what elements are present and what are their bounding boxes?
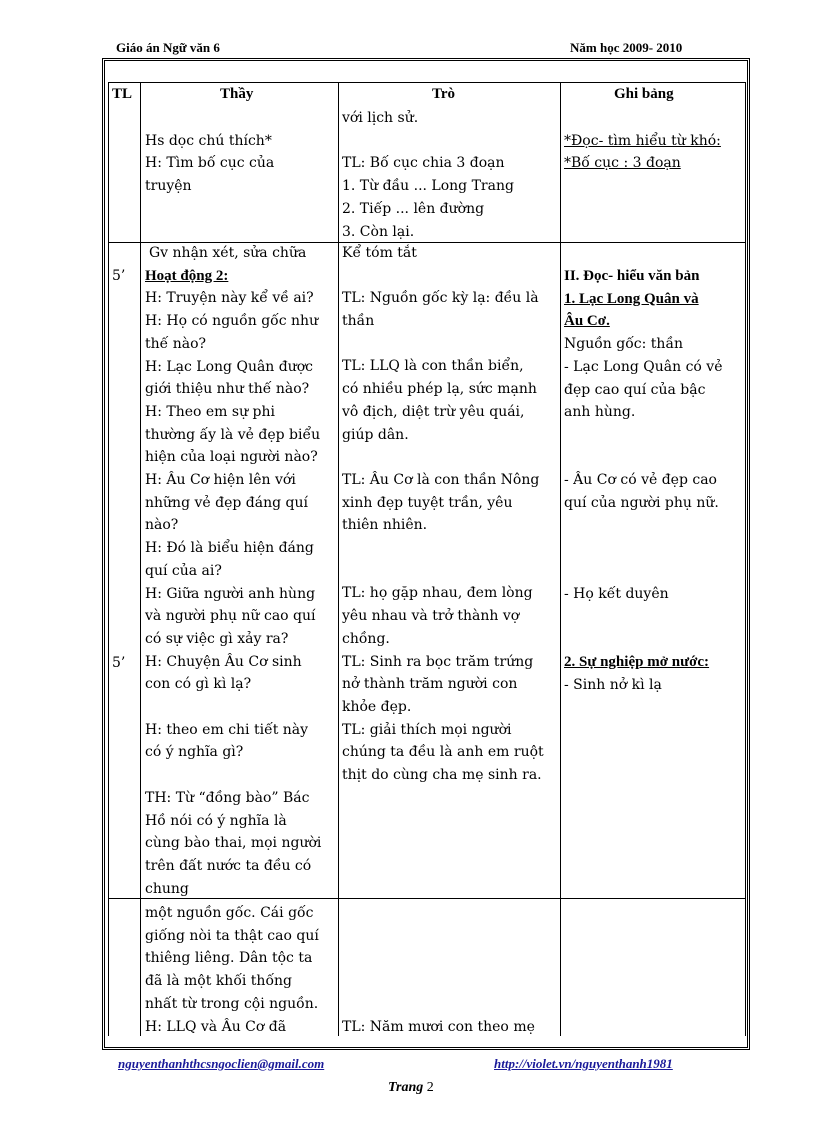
text-line: đẹp cao quí của bậc bbox=[564, 381, 706, 398]
row2-tl-time-2: 5’ bbox=[112, 655, 126, 671]
text-line bbox=[564, 107, 721, 130]
text-line: H: Theo em sự phi bbox=[145, 403, 276, 420]
text-line: Gv nhận xét, sửa chữa bbox=[149, 245, 307, 261]
text-line: chồng. bbox=[342, 630, 390, 647]
text-line bbox=[342, 333, 544, 356]
col-divider-2 bbox=[338, 82, 339, 1036]
text-line: giống nòi ta thật cao quí bbox=[145, 927, 319, 944]
text-line: 2. Tiếp ... lên đường bbox=[342, 200, 485, 217]
text-line: H: Giữa người anh hùng bbox=[145, 585, 316, 602]
text-line: thịt do cùng cha mẹ sinh ra. bbox=[342, 767, 542, 784]
text-line: *Đọc- tìm hiểu từ khó: bbox=[564, 132, 721, 149]
text-line: H: Chuyện Âu Cơ sinh bbox=[145, 653, 302, 670]
text-line bbox=[145, 764, 321, 787]
text-line: - Lạc Long Quân có vẻ bbox=[564, 358, 723, 375]
text-line: TH: Từ “đồng bào” Bác bbox=[145, 789, 310, 806]
text-line: những vẻ đẹp đáng quí bbox=[145, 494, 308, 511]
text-line: TL: Nguồn gốc kỳ lạ: đều là bbox=[342, 290, 539, 307]
subsection-heading: Âu Cơ. bbox=[564, 313, 610, 330]
text-line: TL: giải thích mọi người bbox=[342, 721, 512, 738]
activity-heading: Hoạt động 2: bbox=[145, 267, 229, 284]
text-line: TL: Bố cục chia 3 đoạn bbox=[342, 155, 505, 172]
col-header-ghi-bang: Ghi bảng bbox=[614, 86, 674, 102]
text-line: nhất từ trong cội nguồn. bbox=[145, 995, 319, 1012]
text-line: quí của người phụ nữ. bbox=[564, 495, 719, 511]
text-line bbox=[342, 130, 514, 153]
row3-thay-cell bbox=[145, 902, 319, 1038]
text-line: - Sinh nở kì lạ bbox=[564, 676, 662, 693]
text-line: thiêng liêng. Dân tộc ta bbox=[145, 950, 313, 967]
text-line: H: Đó là biểu hiện đáng bbox=[145, 540, 314, 557]
text-line: khỏe đẹp. bbox=[342, 698, 412, 715]
text-line: có sự việc gì xảy ra? bbox=[145, 630, 289, 647]
header-right: Năm học 2009- 2010 bbox=[570, 40, 683, 55]
text-line: thế nào? bbox=[145, 335, 207, 352]
subsection-heading: 1. Lạc Long Quân và bbox=[564, 290, 699, 307]
col-header-tl: TL bbox=[112, 86, 133, 102]
text-line: - Âu Cơ có vẻ đẹp cao bbox=[564, 472, 717, 489]
row2-thay-cell bbox=[145, 242, 321, 900]
page-number bbox=[388, 1080, 434, 1096]
text-line: H: theo em chi tiết này bbox=[145, 721, 309, 738]
text-line: cùng bào thai, mọi người bbox=[145, 835, 322, 852]
text-line bbox=[145, 107, 274, 130]
text-line: H: LLQ và Âu Cơ đã bbox=[145, 1018, 287, 1035]
table-left-border bbox=[108, 82, 109, 1036]
text-line: Hs dọc chú thích* bbox=[145, 132, 272, 149]
row1-tro-cell bbox=[342, 107, 514, 243]
text-line: nở thành trăm người con bbox=[342, 676, 518, 693]
text-line: H: Họ có nguồn gốc như bbox=[145, 313, 319, 330]
header-left: Giáo án Ngữ văn 6 bbox=[116, 40, 220, 55]
table-top-border bbox=[108, 82, 746, 83]
text-line: *Bố cục : 3 đoạn bbox=[564, 155, 681, 172]
text-line: TL: Năm mươi con theo mẹ bbox=[342, 1019, 535, 1035]
text-line: trên đất nước ta đều có bbox=[145, 857, 312, 874]
col-header-tro: Trò bbox=[432, 86, 456, 102]
page-number-value: 2 bbox=[426, 1080, 434, 1095]
text-line: quí của ai? bbox=[145, 562, 222, 579]
text-line: một nguồn gốc. Cái gốc bbox=[145, 905, 314, 921]
text-line: yêu nhau và trở thành vợ bbox=[342, 608, 520, 625]
text-line: TL: LLQ là con thần biển, bbox=[342, 358, 524, 375]
text-line: có ý nghĩa gì? bbox=[145, 744, 244, 761]
text-line: với lịch sử. bbox=[342, 110, 419, 126]
text-line: con có gì kì lạ? bbox=[145, 676, 252, 693]
text-line bbox=[342, 537, 544, 560]
col-divider-3 bbox=[560, 82, 561, 1036]
text-line: TL: Sinh ra bọc trăm trứng bbox=[342, 653, 534, 670]
text-line bbox=[342, 265, 544, 288]
text-line bbox=[145, 696, 321, 719]
text-line: và người phụ nữ cao quí bbox=[145, 608, 316, 625]
text-line: H: Lạc Long Quân được bbox=[145, 358, 314, 375]
text-line: Kể tóm tắt bbox=[342, 245, 417, 261]
table-right-border bbox=[745, 82, 746, 1036]
text-line: giúp dân. bbox=[342, 426, 409, 443]
row1-thay-cell bbox=[145, 107, 274, 198]
text-line bbox=[342, 560, 544, 583]
text-line: thường ấy là vẻ đẹp biểu bbox=[145, 426, 321, 443]
row1-ghi-cell bbox=[564, 107, 721, 175]
text-line bbox=[342, 446, 544, 469]
text-line: 1. Từ đầu ... Long Trang bbox=[342, 178, 514, 195]
text-line: đã là một khối thống bbox=[145, 973, 292, 990]
row2-ghi-cell bbox=[564, 265, 723, 696]
text-line: TL: Âu Cơ là con thần Nông bbox=[342, 471, 540, 488]
text-line: giới thiệu như thế nào? bbox=[145, 381, 310, 398]
row2-tl-time-1: 5’ bbox=[112, 268, 126, 284]
text-line: Hồ nói có ý nghĩa là bbox=[145, 812, 287, 829]
text-line: nào? bbox=[145, 517, 179, 534]
text-line: 3. Còn lại. bbox=[342, 223, 415, 240]
text-line: H: Âu Cơ hiện lên với bbox=[145, 472, 296, 489]
text-line: chúng ta đều là anh em ruột bbox=[342, 744, 544, 761]
text-line: hiện của loại người nào? bbox=[145, 449, 318, 466]
row2-tro-cell bbox=[342, 242, 544, 787]
footer-url-link[interactable]: http://violet.vn/nguyenthanh1981 bbox=[494, 1056, 673, 1071]
col-header-thay: Thầy bbox=[220, 86, 254, 102]
text-line: H: Truyện này kể về ai? bbox=[145, 290, 314, 307]
row3-tro-cell bbox=[342, 1016, 535, 1039]
section-heading: II. Đọc- hiểu văn bản bbox=[564, 268, 700, 284]
text-line: thiên nhiên. bbox=[342, 517, 428, 534]
subsection-heading: 2. Sự nghiệp mở nước: bbox=[564, 653, 710, 670]
text-line: - Họ kết duyên bbox=[564, 585, 669, 602]
text-line: vô địch, diệt trừ yêu quái, bbox=[342, 403, 525, 420]
text-line: truyện bbox=[145, 178, 192, 195]
text-line: thần bbox=[342, 313, 375, 330]
text-line: Nguồn gốc: thần bbox=[564, 336, 684, 353]
text-line: H: Tìm bố cục của bbox=[145, 155, 275, 172]
text-line: TL: họ gặp nhau, đem lòng bbox=[342, 585, 533, 602]
text-line: xinh đẹp tuyệt trần, yêu bbox=[342, 494, 513, 511]
text-line: chung bbox=[145, 880, 189, 897]
page-label: Trang bbox=[388, 1080, 424, 1095]
col-divider-1 bbox=[140, 82, 141, 1036]
text-line: anh hùng. bbox=[564, 404, 636, 421]
text-line: có nhiều phép lạ, sức mạnh bbox=[342, 381, 537, 398]
footer-email-link[interactable]: nguyenthanhthcsngoclien@gmail.com bbox=[118, 1056, 325, 1071]
